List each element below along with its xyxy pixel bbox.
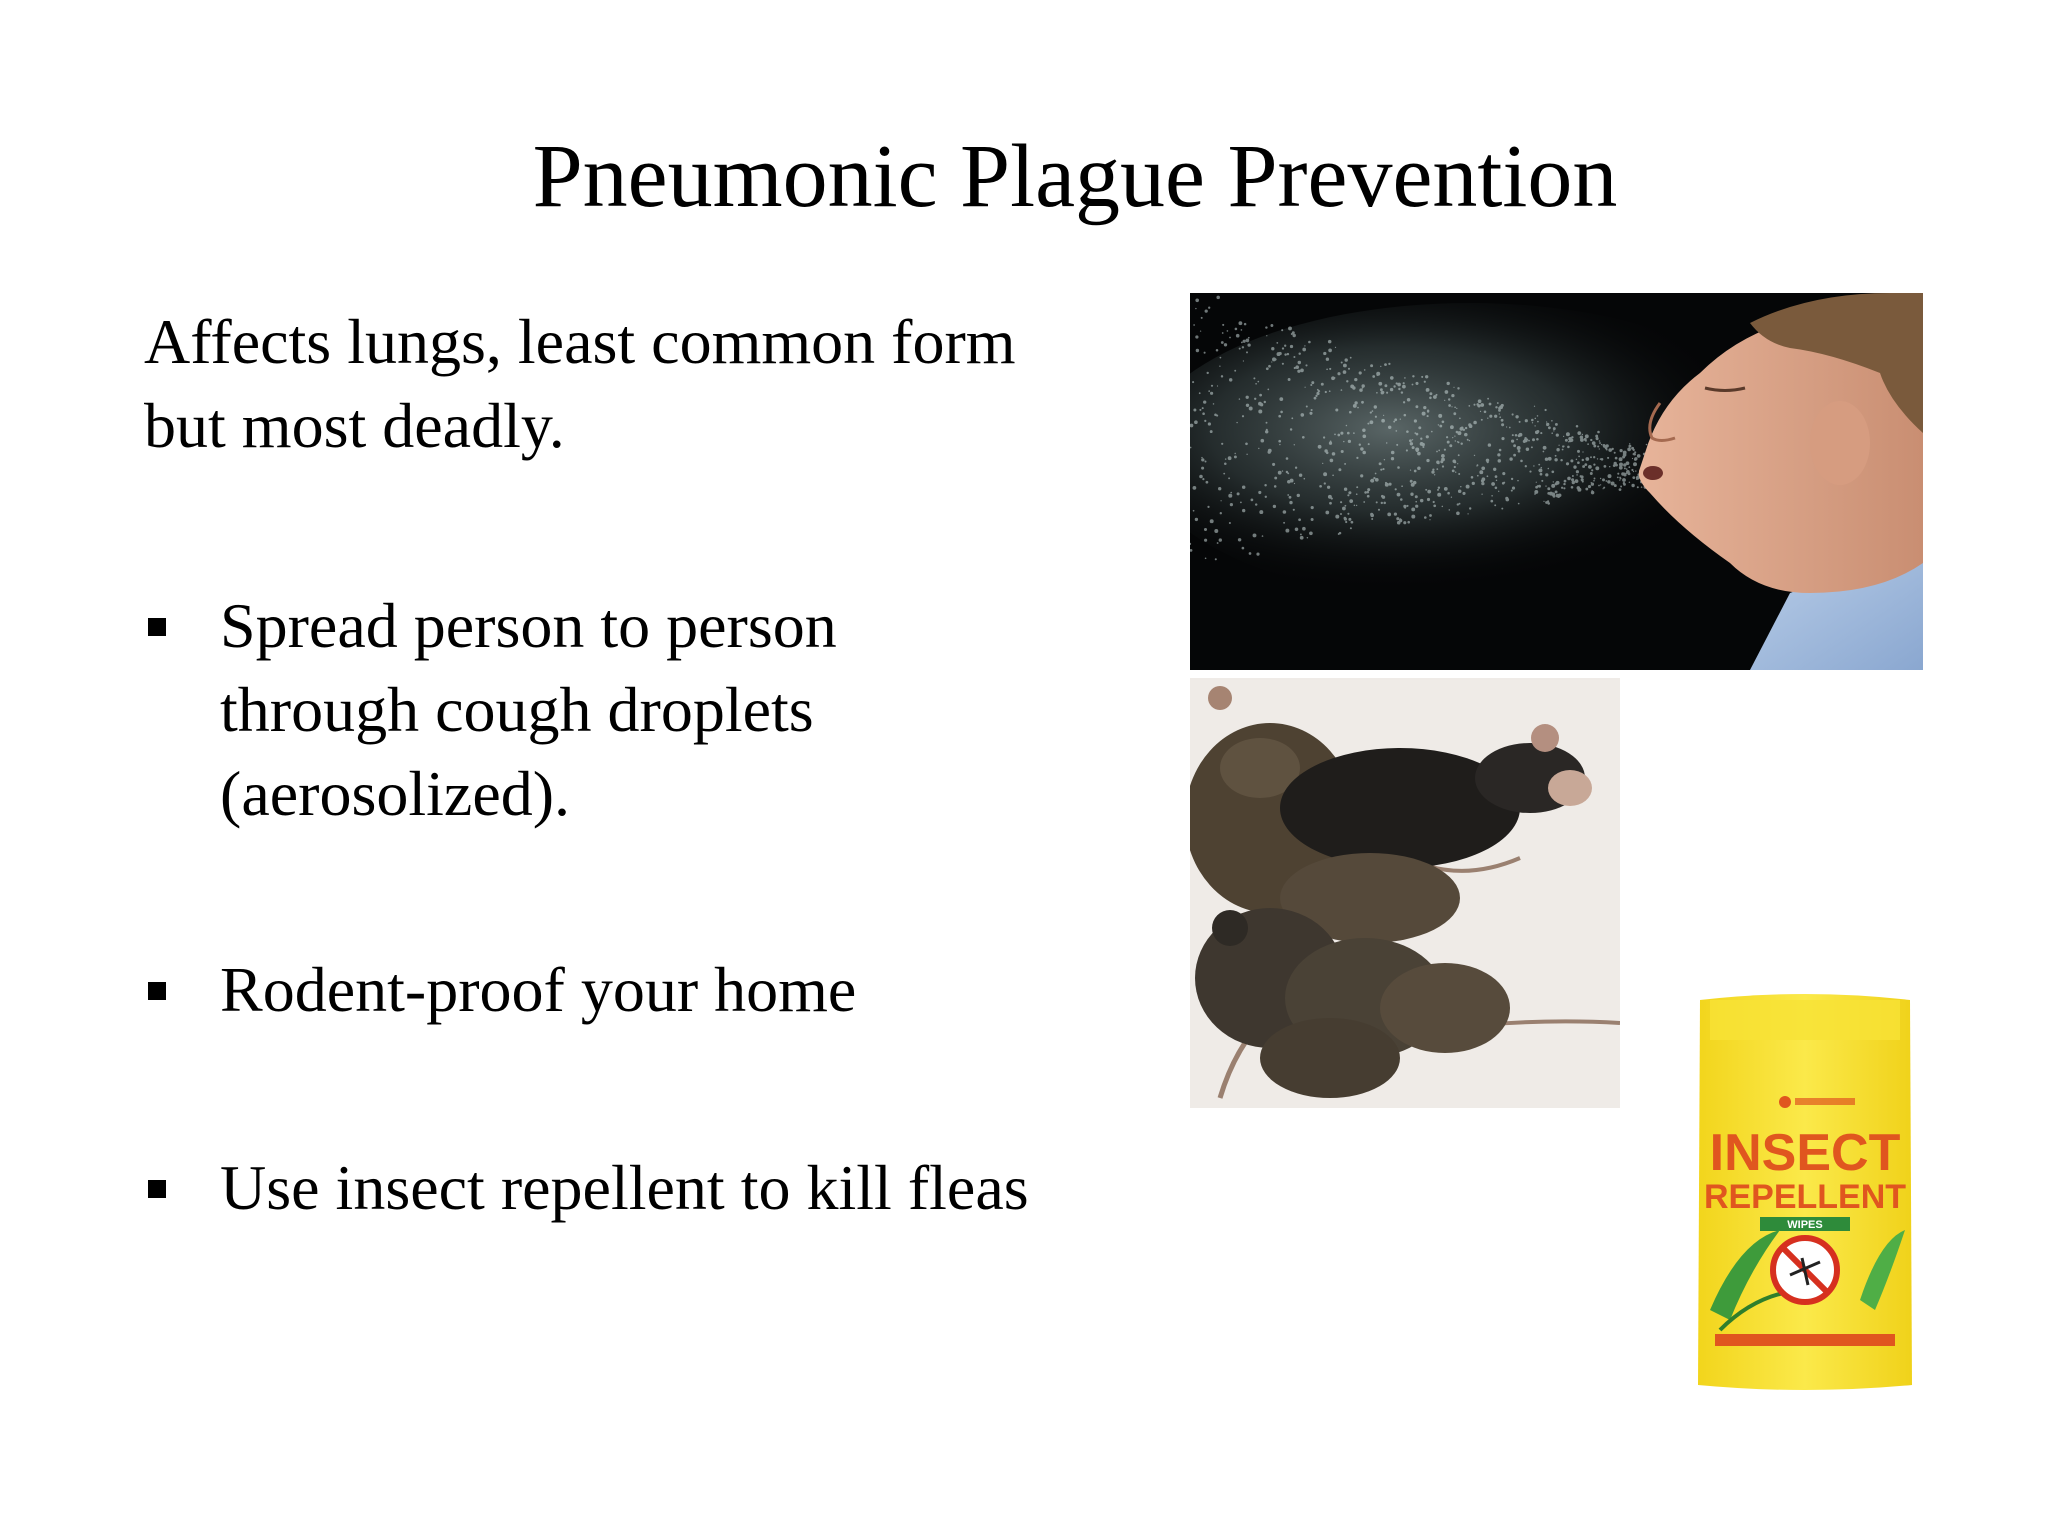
square-bullet-icon [148, 618, 166, 636]
square-bullet-icon [148, 982, 166, 1000]
insect-repellent-photo [1690, 990, 1920, 1395]
pack-line1: INSECT [1709, 1124, 1901, 1182]
pack-line2: REPELLENT [1703, 1178, 1907, 1216]
slide-title: Pneumonic Plague Prevention [532, 127, 1618, 226]
bullet-text: Spread person to person through cough droplets (aerosolized). [220, 590, 837, 829]
cough-photo [1190, 293, 1923, 670]
bullet-item [144, 948, 1044, 1032]
bullet-text: Rodent-proof your home [220, 954, 857, 1025]
intro-text: Affects lungs, least common form but most deadly. [144, 306, 1016, 461]
square-bullet-icon [148, 1180, 166, 1198]
bullet-item [144, 1146, 1044, 1230]
bullet-item [144, 584, 1044, 836]
pack-line3: WIPES [1787, 1219, 1823, 1231]
mice-photo [1190, 678, 1620, 1108]
bullet-text: Use insect repellent to kill fleas [220, 1152, 1029, 1223]
